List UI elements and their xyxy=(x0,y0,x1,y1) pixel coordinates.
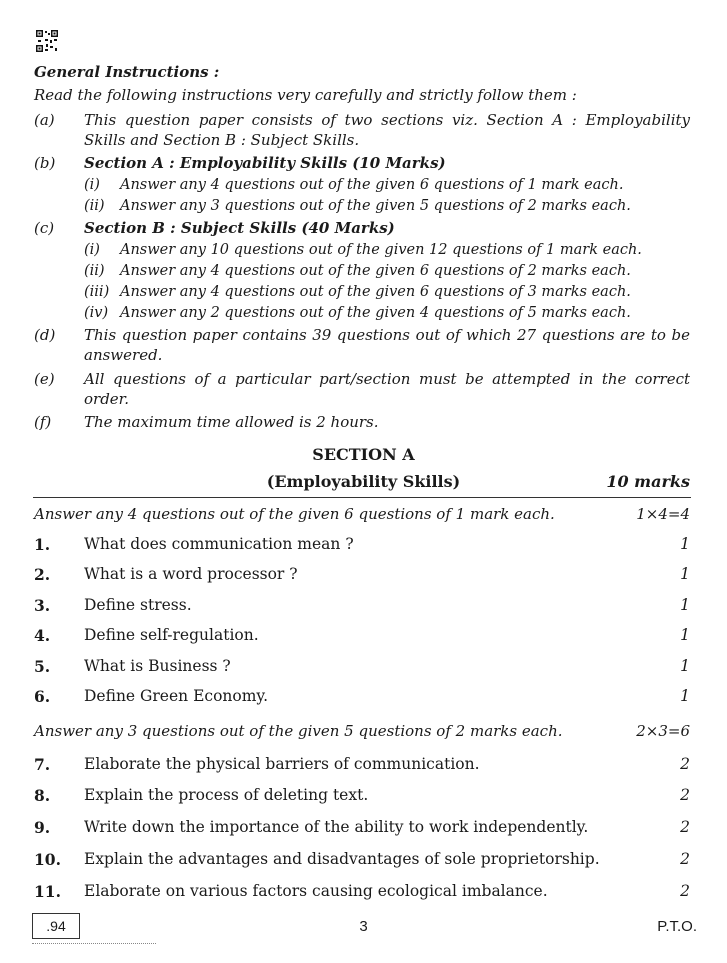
subitem-marker: (ii) xyxy=(84,263,105,279)
question-text: Explain the advantages and disadvantages of sole proprietorship. xyxy=(84,850,600,868)
instruction-marker: (e) xyxy=(34,370,55,388)
instruction-text: The maximum time allowed is 2 hours. xyxy=(84,413,379,431)
question-number: 4. xyxy=(34,626,51,645)
instruction-subitem xyxy=(84,303,690,323)
question-text: What does communication mean ? xyxy=(84,535,354,553)
question-marks: 1 xyxy=(680,565,690,583)
subitem-text: Answer any 4 questions out of the given 6 questions of 3 marks each. xyxy=(120,284,631,300)
question-text: Define Green Economy. xyxy=(84,687,269,705)
instruction-item xyxy=(34,153,690,173)
instruction-text: All questions of a particular part/section must be attempted in the correct order. xyxy=(84,370,690,408)
section-subtitle: (Employability Skills) xyxy=(266,472,461,491)
subitem-marker: (i) xyxy=(84,177,100,193)
section-marks: 10 marks xyxy=(606,472,690,491)
subitem-marker: (i) xyxy=(84,242,100,258)
question-marks: 1 xyxy=(680,535,690,553)
instruction-marker: (c) xyxy=(34,219,55,237)
subitem-text: Answer any 3 questions out of the given 5 questions of 2 marks each. xyxy=(120,198,631,214)
question-marks: 1 xyxy=(680,596,690,614)
subitem-text: Answer any 10 questions out of the given 12 questions of 1 mark each. xyxy=(120,242,642,258)
subitem-marker: (iii) xyxy=(84,284,110,300)
instruction-item xyxy=(34,412,690,432)
general-instructions-intro: Read the following instructions very carefully and strictly follow them : xyxy=(34,86,577,104)
instruction-subitem xyxy=(84,175,690,195)
paper-code: .94 xyxy=(32,913,80,939)
instruction-text: This question paper consists of two sections viz. Section A : Employability Skills and Section B : Subject Skills. xyxy=(84,111,690,149)
question-text: Explain the process of deleting text. xyxy=(84,786,369,804)
qr-code-icon xyxy=(36,30,58,52)
instruction-subitem xyxy=(84,240,690,260)
instruction-item xyxy=(34,325,690,365)
question-marks: 2 xyxy=(680,882,690,900)
question-marks: 1 xyxy=(680,657,690,675)
question-number: 8. xyxy=(34,786,51,805)
question-text: Elaborate the physical barriers of communication. xyxy=(84,755,480,773)
subitem-marker: (iv) xyxy=(84,305,109,321)
question-text: Elaborate on various factors causing ecological imbalance. xyxy=(84,882,548,900)
subitem-marker: (ii) xyxy=(84,198,105,214)
question-text: Define stress. xyxy=(84,596,192,614)
question-marks: 2 xyxy=(680,786,690,804)
page-number: 3 xyxy=(359,918,368,935)
instruction-text: This question paper contains 39 questions out of which 27 questions are to be answered. xyxy=(84,326,690,364)
instruction-heading: Section A : Employability Skills (10 Marks) xyxy=(84,154,446,172)
question-group-instruction xyxy=(34,505,690,523)
instruction-heading: Section B : Subject Skills (40 Marks) xyxy=(84,219,395,237)
instruction-item xyxy=(34,110,690,150)
question-group-instruction xyxy=(34,722,690,740)
question-marks: 2 xyxy=(680,850,690,868)
instruction-subitem xyxy=(84,261,690,281)
question-number: 9. xyxy=(34,818,51,837)
general-instructions-title: General Instructions : xyxy=(34,63,220,81)
question-number: 2. xyxy=(34,565,51,584)
instruction-subitem xyxy=(84,196,690,216)
instruction-subitem xyxy=(84,282,690,302)
instruction-item xyxy=(34,218,690,238)
question-number: 6. xyxy=(34,687,51,706)
question-number: 11. xyxy=(34,882,61,901)
question-marks: 2 xyxy=(680,755,690,773)
section-title: SECTION A xyxy=(312,445,415,464)
subitem-text: Answer any 2 questions out of the given 4 questions of 5 marks each. xyxy=(120,305,631,321)
subitem-text: Answer any 4 questions out of the given 6 questions of 2 marks each. xyxy=(120,263,631,279)
question-number: 3. xyxy=(34,596,51,615)
question-text: Write down the importance of the ability to work independently. xyxy=(84,818,589,836)
question-number: 10. xyxy=(34,850,61,869)
instruction-marker: (a) xyxy=(34,111,55,129)
question-number: 1. xyxy=(34,535,51,554)
question-number: 7. xyxy=(34,755,51,774)
marks-scheme: 2×3=6 xyxy=(636,722,690,740)
instruction-marker: (b) xyxy=(34,154,56,172)
instruction-item xyxy=(34,369,690,409)
question-number: 5. xyxy=(34,657,51,676)
question-text: What is a word processor ? xyxy=(84,565,298,583)
question-marks: 1 xyxy=(680,687,690,705)
question-marks: 1 xyxy=(680,626,690,644)
section-divider xyxy=(33,497,691,498)
subitem-text: Answer any 4 questions out of the given 6 questions of 1 mark each. xyxy=(120,177,624,193)
group-instruction-text: Answer any 4 questions out of the given 6 questions of 1 mark each. xyxy=(34,505,555,523)
pto-label: P.T.O. xyxy=(657,918,697,935)
group-instruction-text: Answer any 3 questions out of the given 5 questions of 2 marks each. xyxy=(34,722,563,740)
marks-scheme: 1×4=4 xyxy=(636,505,690,523)
question-marks: 2 xyxy=(680,818,690,836)
question-text: What is Business ? xyxy=(84,657,231,675)
footer-rule xyxy=(32,943,156,944)
instruction-marker: (f) xyxy=(34,413,52,431)
instruction-marker: (d) xyxy=(34,326,56,344)
question-text: Define self-regulation. xyxy=(84,626,259,644)
